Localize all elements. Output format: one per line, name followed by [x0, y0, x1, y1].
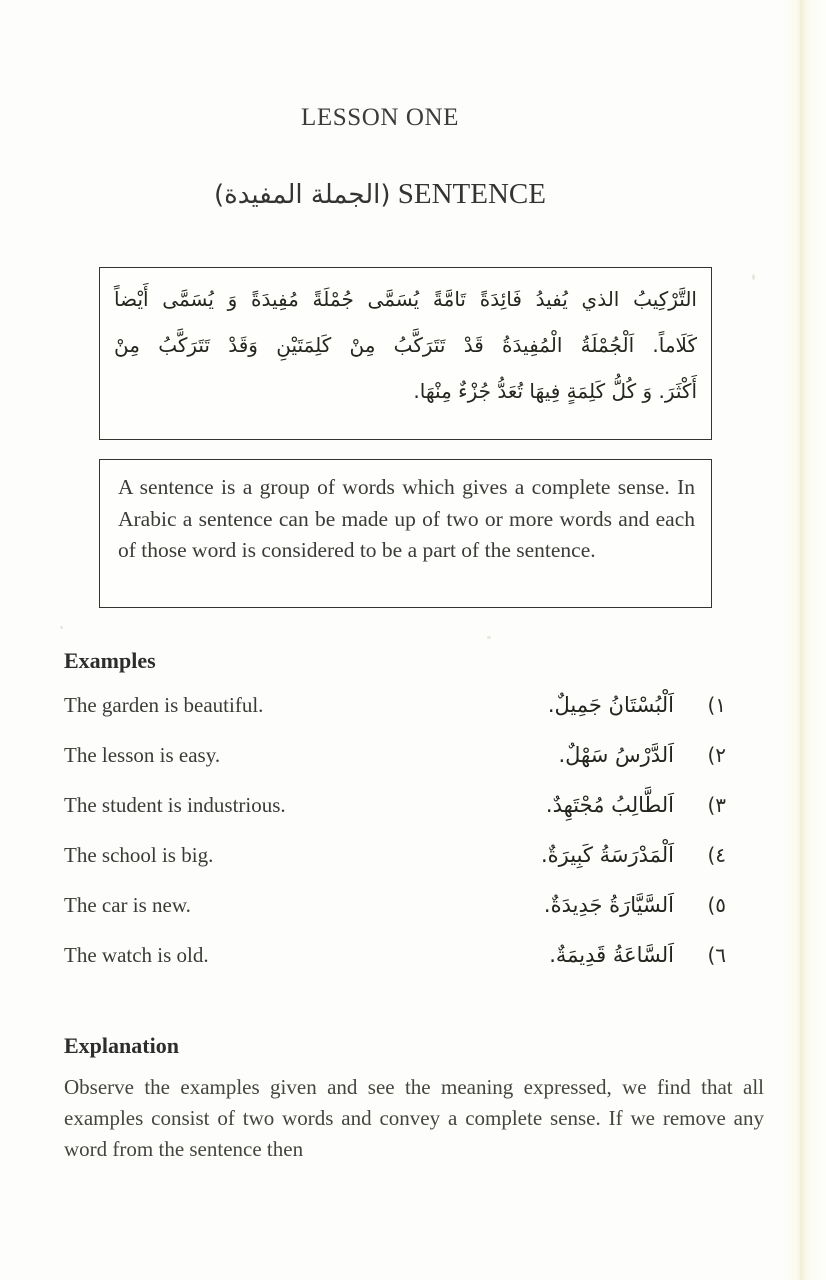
example-english: The student is industrious.: [64, 793, 286, 817]
scan-speck: [60, 626, 63, 629]
example-arabic: اَلدَّرْسُ سَهْلٌ.: [558, 743, 674, 767]
scan-speck: [487, 636, 491, 639]
example-english: The garden is beautiful.: [64, 693, 264, 717]
example-number: ٥): [707, 893, 726, 917]
chapter-title: [0, 178, 760, 211]
example-number: ٤): [707, 843, 726, 867]
example-number: ٢): [707, 743, 726, 767]
example-number: ١): [707, 693, 726, 717]
example-number: ٦): [707, 943, 726, 967]
lesson-title: LESSON ONE: [300, 104, 460, 131]
example-english: The car is new.: [64, 893, 191, 917]
example-arabic: اَلطَّالِبُ مُجْتَهِدٌ.: [545, 793, 674, 817]
english-rule-text: A sentence is a group of words which gives a complete sense. In Arabic a sentence can be made up of two or more words and each of those word is considered to be a part of the sentence.: [118, 475, 695, 562]
example-english: The school is big.: [64, 843, 214, 867]
arabic-definition-box: [99, 267, 712, 440]
example-english: The lesson is easy.: [64, 743, 221, 767]
examples-list: [64, 690, 726, 990]
example-row: [64, 690, 726, 740]
scan-speck: [752, 274, 755, 280]
example-arabic: اَلسَّاعَةُ قَدِيمَةٌ.: [549, 943, 674, 967]
example-row: [64, 790, 726, 840]
examples-heading: Examples: [64, 648, 156, 673]
example-number: ٣): [707, 793, 726, 817]
page-edge-line: [800, 0, 802, 1280]
english-definition-box: [99, 459, 712, 608]
example-arabic: اَلسَّيَّارَةُ جَدِيدَةٌ.: [543, 893, 674, 917]
example-arabic: اَلْبُسْتَانُ جَمِيلٌ.: [547, 693, 674, 717]
explanation-text: Observe the examples given and see the meaning expressed, we find that all examples consist of two words and convey a complete sense. If we remove any word from the sentence then: [64, 1075, 764, 1161]
example-row: [64, 740, 726, 790]
arabic-rule-line-2: كَلَاماً. اَلْجُمْلَةُ الْمُفِيدَةُ قَدْ تَتَرَكَّبُ مِنْ كَلِمَتَيْنِ وَقَدْ تَتَرَكَّبُ مِنْ: [114, 333, 697, 357]
example-row: [64, 840, 726, 890]
example-english: The watch is old.: [64, 943, 209, 967]
chapter-title-english: SENTENCE: [397, 178, 546, 210]
example-row: [64, 890, 726, 940]
example-arabic: اَلْمَدْرَسَةُ كَبِيرَةٌ.: [540, 843, 674, 867]
arabic-rule-line-3: أَكْثَرَ. وَ كُلُّ كَلِمَةٍ فِيهَا تُعَدُّ جُزْءٌ مِنْهَا.: [413, 379, 697, 403]
chapter-title-arabic: (الجملة المفيدة): [214, 180, 391, 210]
example-row: [64, 940, 726, 990]
explanation-heading: Explanation: [64, 1033, 179, 1058]
arabic-rule-line-1: التَّرْكِيبُ الذي يُفيدُ فَائِدَةً تَامَّةً يُسَمَّى جُمْلَةً مُفِيدَةً وَ يُسَمَّى أَيْضاً: [114, 287, 697, 311]
